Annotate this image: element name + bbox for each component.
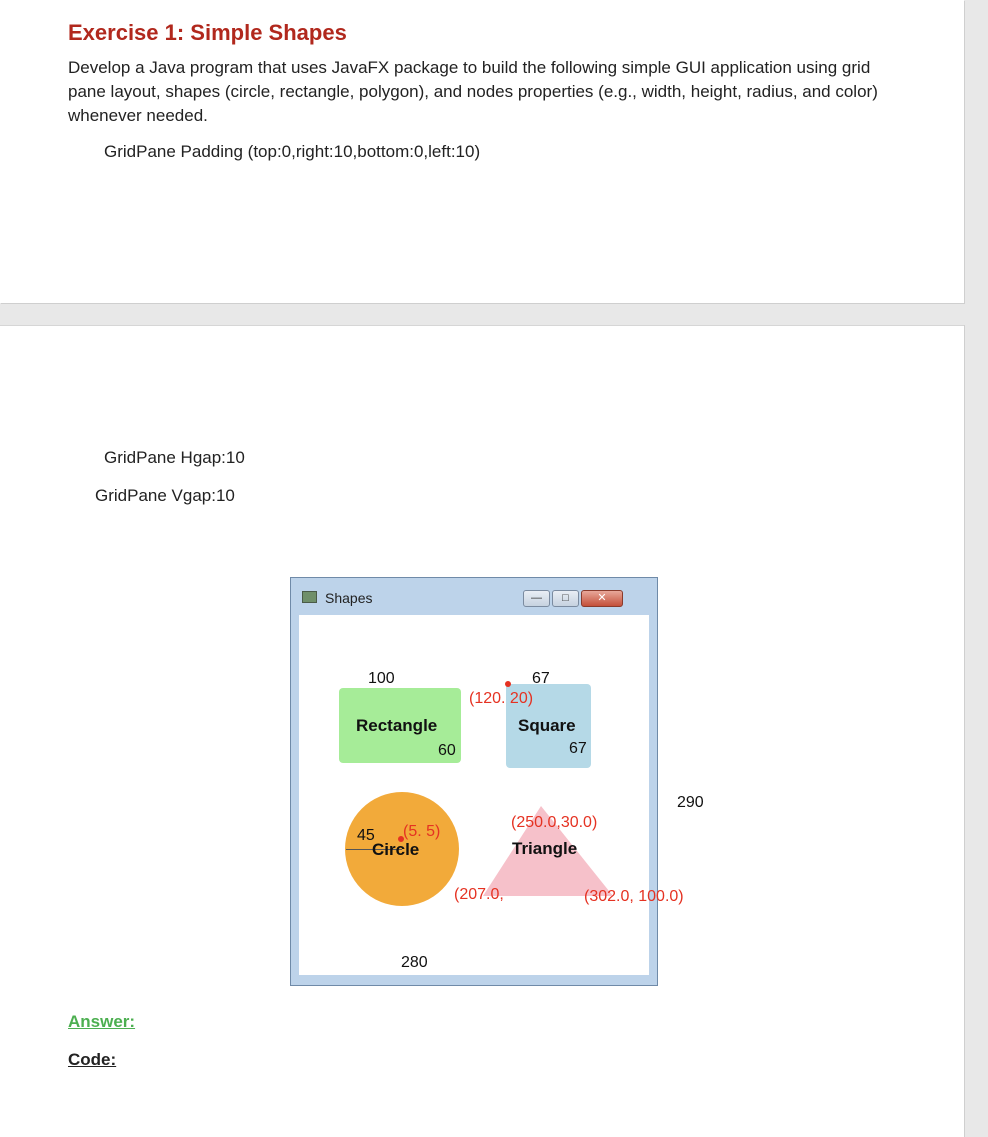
scene-height-label: 290 xyxy=(677,794,704,811)
triangle-right-label: (302.0, 100.0) xyxy=(584,888,684,905)
close-icon: ✕ xyxy=(597,592,607,604)
square-origin-dot xyxy=(505,681,511,687)
shapes-window xyxy=(290,577,658,986)
window-titlebar[interactable] xyxy=(291,578,657,614)
gridpane-padding-note: GridPane Padding (top:0,right:10,bottom:0,left:10) xyxy=(104,142,481,161)
exercise-title: Exercise 1: Simple Shapes xyxy=(68,20,347,45)
triangle-top-label: (250.0,30.0) xyxy=(511,814,598,831)
code-label: Code: xyxy=(68,1050,117,1069)
square-height-label: 67 xyxy=(569,740,587,757)
maximize-icon: □ xyxy=(562,592,569,604)
circle-radius-label: 45 xyxy=(357,827,375,844)
rectangle-label: Rectangle xyxy=(356,716,438,735)
rectangle-height-label: 60 xyxy=(438,742,456,759)
exercise-description: Develop a Java program that uses JavaFX package to build the following simple GUI application using grid pane layout, shapes (circle, rectangle, polygon), and nodes properties (e.g., width, height, radius, and color) whenever needed. xyxy=(68,58,878,125)
maximize-button[interactable] xyxy=(552,590,579,607)
scene-width-label: 280 xyxy=(401,954,428,971)
circle-center-label: (5. 5) xyxy=(403,823,441,840)
window-client-area xyxy=(299,615,649,975)
rectangle-width-label: 100 xyxy=(368,670,395,687)
triangle-label: Triangle xyxy=(512,839,578,858)
window-title: Shapes xyxy=(325,590,373,606)
triangle-left-label: (207.0, xyxy=(454,886,504,903)
answer-label: Answer: xyxy=(68,1012,136,1031)
gridpane-vgap-note: GridPane Vgap:10 xyxy=(95,486,235,505)
square-origin-label: (120. 20) xyxy=(469,690,534,707)
minimize-button[interactable] xyxy=(523,590,550,607)
gridpane-hgap-note: GridPane Hgap:10 xyxy=(104,448,245,467)
app-icon xyxy=(302,591,317,603)
circle-label: Circle xyxy=(372,840,420,859)
close-button[interactable] xyxy=(581,590,623,607)
square-width-label: 67 xyxy=(532,670,550,687)
square-label: Square xyxy=(518,716,576,735)
minimize-icon: — xyxy=(531,592,542,604)
